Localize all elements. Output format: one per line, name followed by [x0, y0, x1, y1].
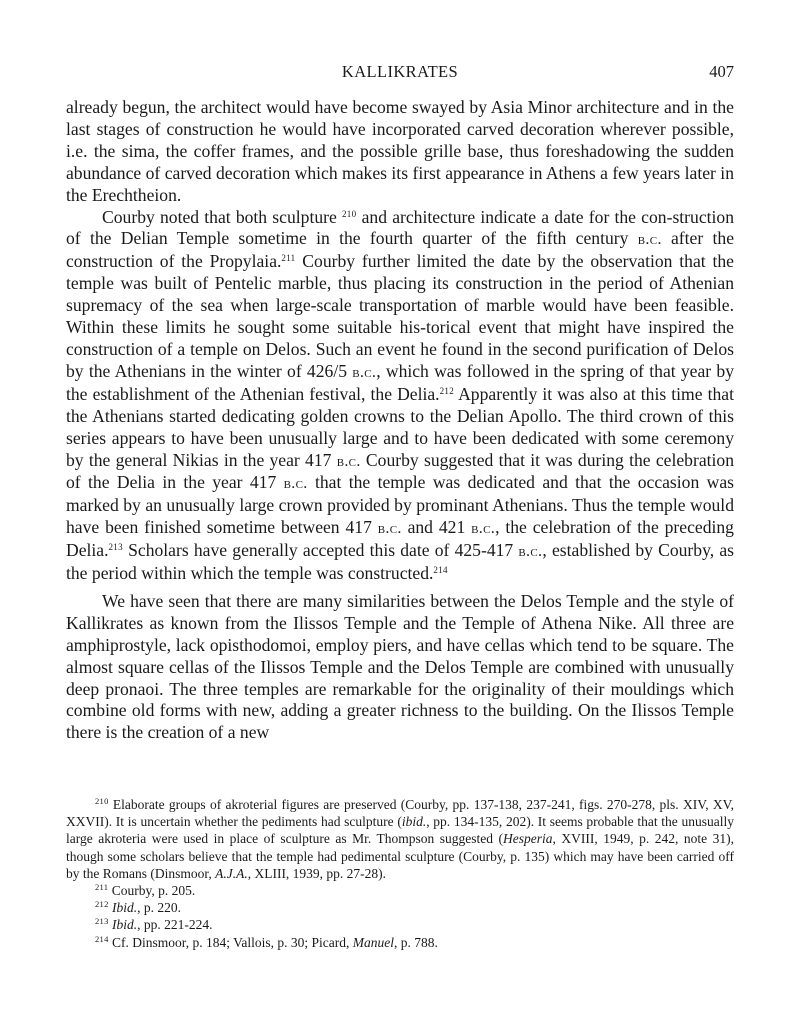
- footnote-ref-213: 213: [108, 542, 123, 553]
- running-header: [66, 62, 734, 84]
- era-abbrev: b.c.: [471, 519, 496, 538]
- paragraph-2: [66, 207, 734, 585]
- text-span: , XVIII, 1949, p. 242, note 31), though some scholars believe that the temple had pedimental sculpture (Courby, p. 135) which may have been carried off by the Romans (Dinsmoor,: [66, 831, 734, 881]
- era-abbrev: b.c.: [518, 542, 543, 561]
- text-span: , established by Courby, as the period within which the temple was constructed.: [66, 540, 734, 584]
- footnote-213: [66, 916, 734, 933]
- footnote-number: 212: [95, 899, 109, 910]
- text-span: , p. 220.: [137, 900, 182, 916]
- footnote-number: 211: [95, 882, 109, 893]
- footnote-ref-211: 211: [281, 253, 296, 264]
- footnote-211: [66, 882, 734, 899]
- footnote-210: [66, 796, 734, 882]
- footnote-214: [66, 934, 734, 951]
- text-span: Courby noted that both sculpture: [102, 206, 342, 227]
- text-span: Courby further limited the date by the observation that the temple was built of Pentelic marble, thus placing its construction in the period of Athenian supremacy of the sea when large-scale transportation of marble would have been feasible. Within these limits he sought some suitable his-torical event that might have inspired the construction of a temple on Delos. Such an event he found in the second purification of Delos by the Athenians in the winter of 426/5: [66, 251, 734, 381]
- text-span: Apparently it was also at this time that the Athenians started dedicating golden crowns to the Delian Apollo. The third crown of this series appears to have been unusually large and to have been dedicated with some ceremony by the general Nikias in the year 417: [66, 383, 734, 470]
- paragraph-1: already begun, the architect would have become swayed by Asia Minor architecture and in the last stages of construction he would have incorporated carved decoration wherever possible, i.e. the sima, the coffer frames, and the possible grille base, thus foreshadowing the sudden abundance of carved decoration which makes its first appearance in Athens a few years later in the Erechtheion.: [66, 97, 734, 205]
- era-abbrev: b.c.: [336, 451, 361, 470]
- paragraph-3: We have seen that there are many similarities between the Delos Temple and the style of Kallikrates as known from the Ilissos Temple and the Temple of Athena Nike. All three are amphiprostyle, lack opisthodomoi, employ piers, and have cellas which tend to be square. The almost square cellas of the Ilissos Temple and the Delos Temple are combined with unusually deep pronaoi. The three temples are remarkable for the originality of their mouldings which combine old forms with new, adding a greater richness to the building. On the Ilissos Temple there is the creation of a new: [66, 590, 734, 743]
- era-abbrev: b.c.: [637, 230, 662, 249]
- era-abbrev: b.c.: [352, 362, 377, 381]
- text-span: , p. 788.: [394, 934, 438, 950]
- italic-text: Manuel: [352, 934, 394, 950]
- text-span: Scholars have generally accepted this date of 425-417: [122, 540, 519, 561]
- footnotes: [66, 796, 734, 951]
- text-span: Cf. Dinsmoor, p. 184; Vallois, p. 30; Picard,: [108, 934, 353, 950]
- text-span: and architecture indicate a date for the con-struction of the Delian Temple sometime in the fourth quarter of the fifth century: [66, 206, 735, 249]
- text-span: Courby, p. 205.: [108, 883, 196, 899]
- text-span: , which was followed in the spring of that year by the establishment of the Athenian festival, the Delia.: [66, 360, 734, 404]
- text-span: Elaborate groups of akroterial figures are preserved (Courby, pp. 137-138, 237-241, figs. 270-278, pls. XIV, XV, XXVII). It is uncertain whether the pediments had sculpture (: [66, 797, 734, 830]
- footnote-number: 213: [95, 916, 109, 927]
- text-span: and 421: [401, 517, 472, 538]
- running-title: KALLIKRATES: [341, 62, 459, 81]
- footnote-ref-212: 212: [439, 385, 454, 396]
- footnote-number: 214: [95, 933, 109, 944]
- text-span: , the celebration of the preceding Delia.: [66, 517, 734, 561]
- text-span: , XLIII, 1939, pp. 27-28).: [247, 865, 387, 881]
- era-abbrev: b.c.: [283, 474, 308, 493]
- era-abbrev: b.c.: [377, 519, 402, 538]
- text-span: Courby suggested that it was during the celebration of the Delia in the year 417: [66, 449, 734, 493]
- body-text: [66, 97, 734, 744]
- footnote-212: [66, 899, 734, 916]
- footnote-ref-210: 210: [342, 208, 357, 219]
- italic-text: ibid.: [401, 814, 427, 830]
- footnote-ref-214: 214: [433, 565, 448, 576]
- text-span: , pp. 134-135, 202). It seems probable that the unusually large akroteria were used in place of sculpture as Mr. Thompson suggested (: [66, 814, 734, 847]
- italic-text: Ibid.: [112, 917, 138, 933]
- italic-text: Hesperia: [503, 831, 553, 847]
- italic-text: A.J.A.: [215, 865, 248, 881]
- page-number: 407: [709, 62, 734, 81]
- text-span: that the temple was dedicated and that the occasion was marked by an unusually large crown provided by prominant Athenians. Thus the temple would have been finished sometime between 417: [66, 472, 734, 538]
- text-span: after the construction of the Propylaia.: [66, 228, 735, 272]
- italic-text: Ibid.: [112, 900, 138, 916]
- footnote-number: 210: [95, 796, 109, 806]
- text-span: , pp. 221-224.: [137, 917, 213, 933]
